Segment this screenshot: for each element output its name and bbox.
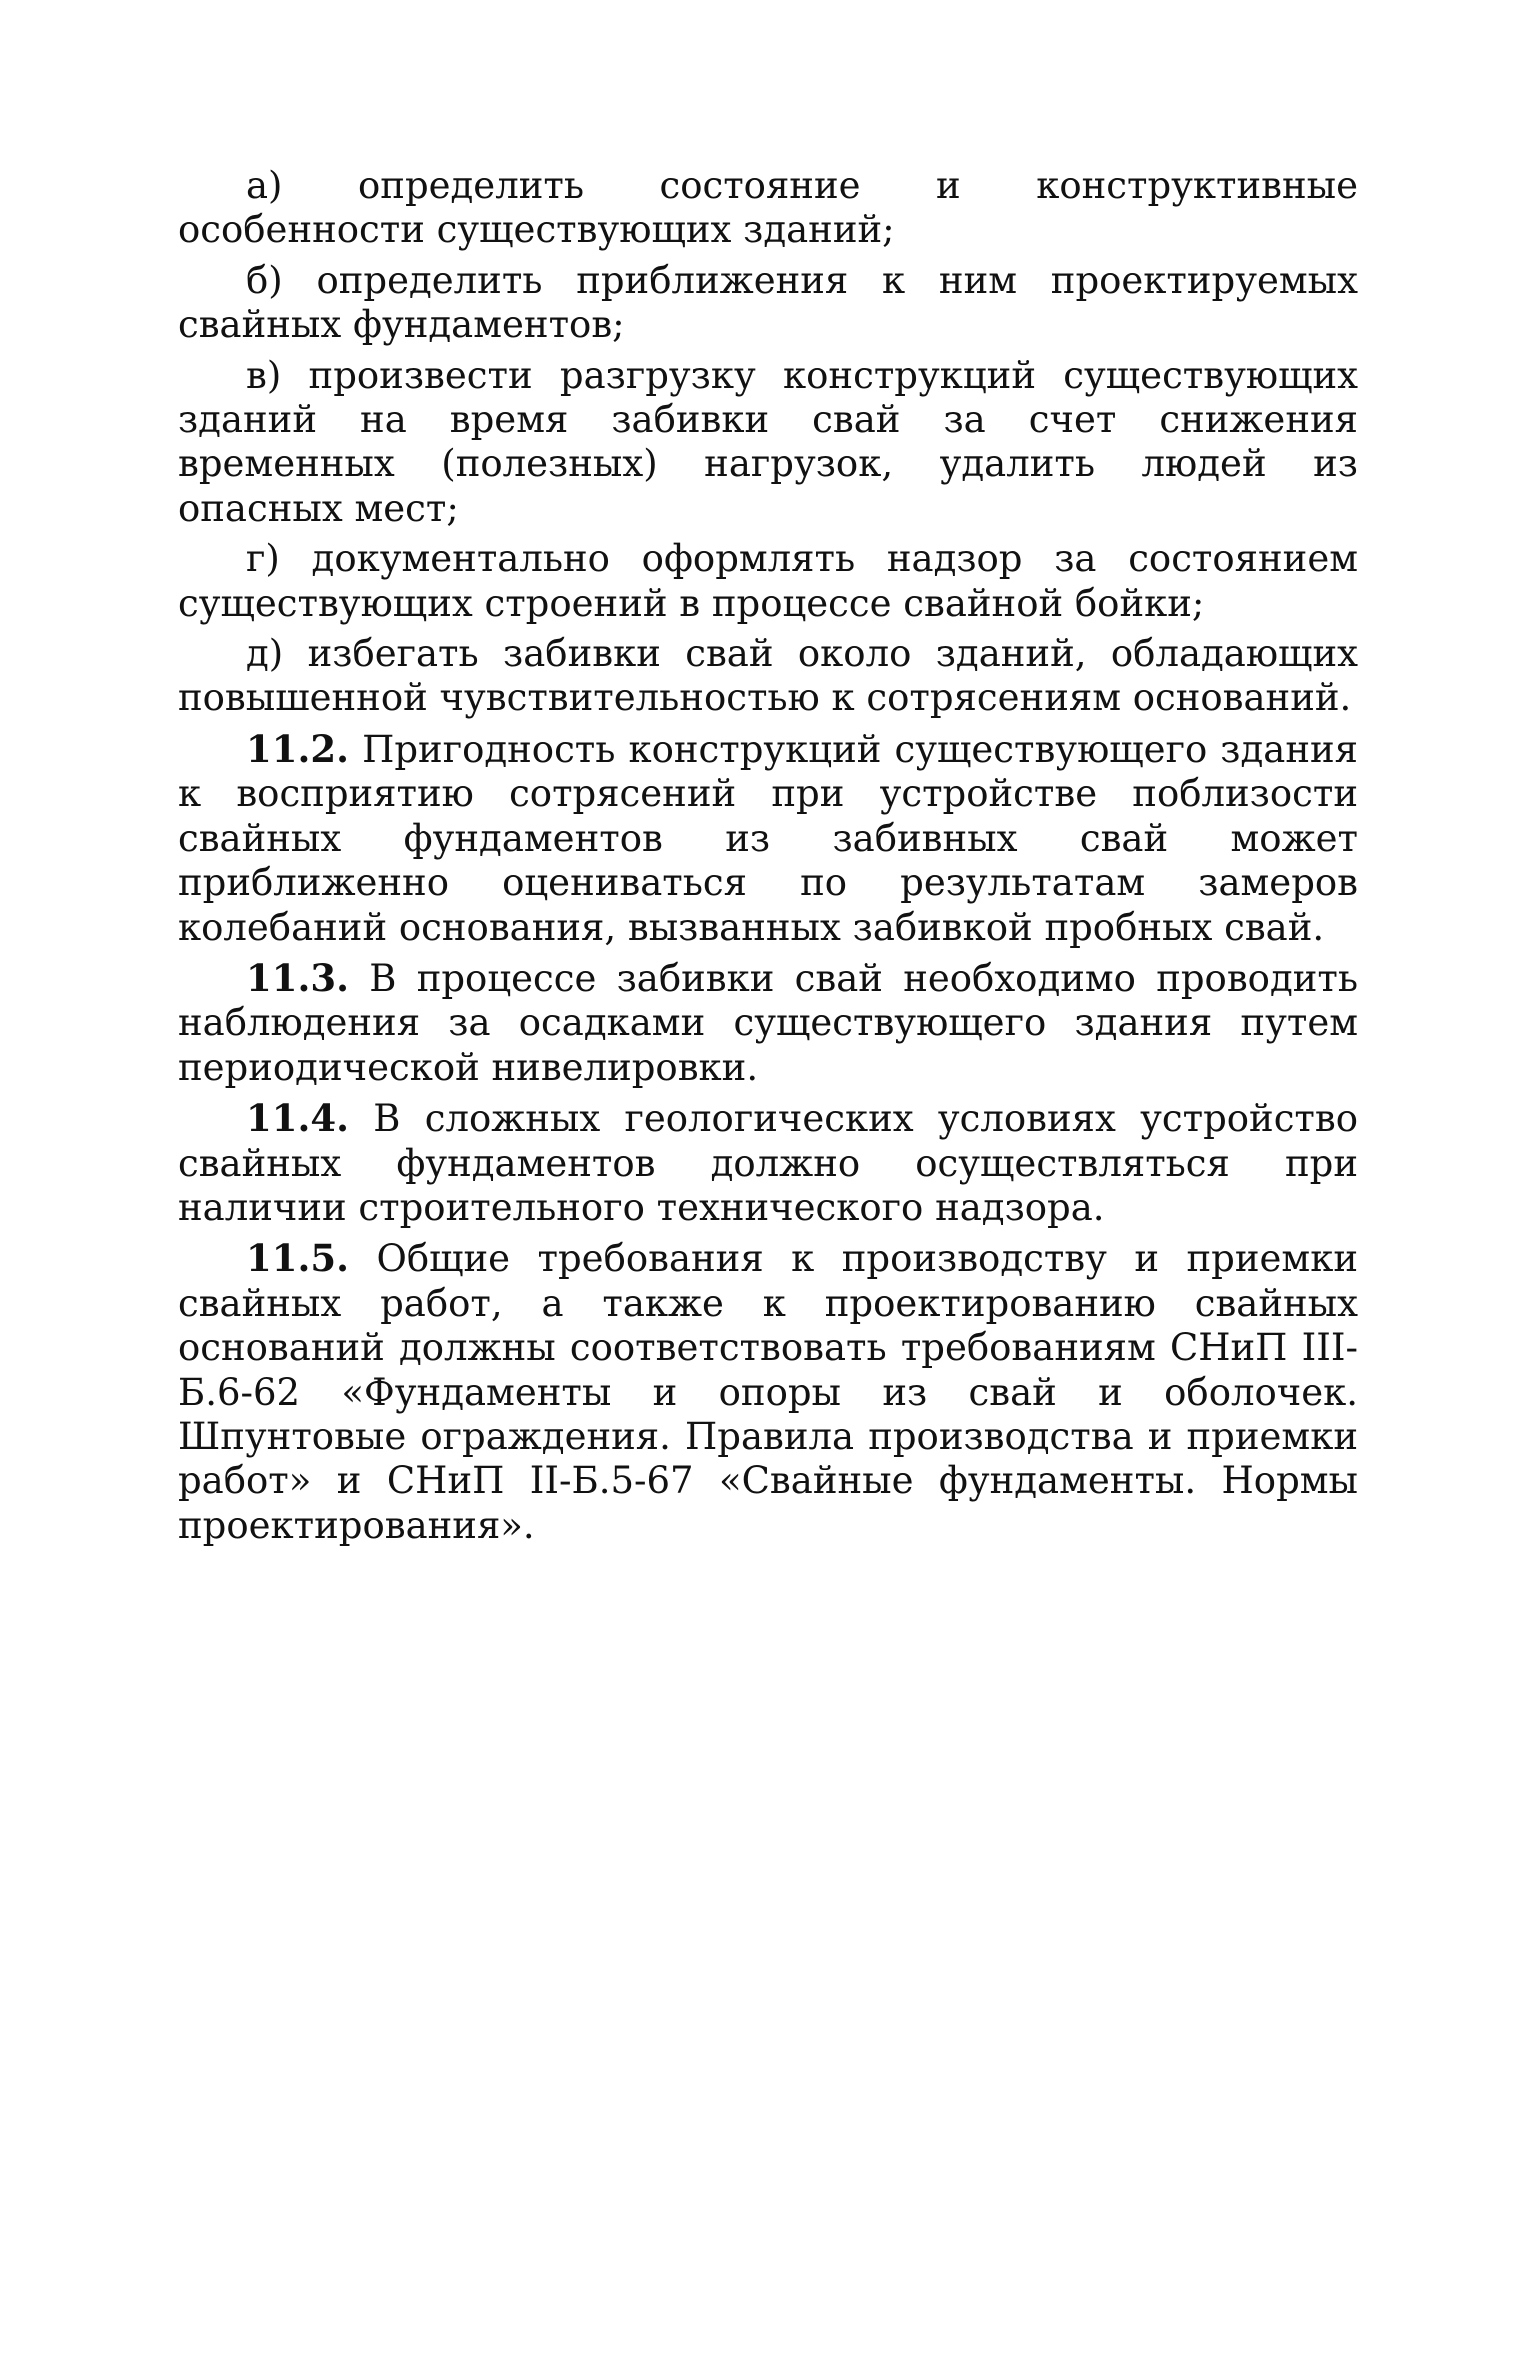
list-item-v: в) произвести разгрузку конструкций существующих зданий на время забивки свай за счет снижения временных (полезных) нагрузок, удалить людей из опасных мест; xyxy=(178,353,1358,530)
clause-number: 11.4. xyxy=(246,1096,349,1141)
list-item-a: а) определить состояние и конструктивные особенности существующих зданий; xyxy=(178,164,1358,252)
clause-text: В процессе забивки свай необходимо проводить наблюдения за осадками существующего здания путем периодической нивелировки. xyxy=(178,956,1358,1089)
clause-number: 11.2. xyxy=(246,726,349,771)
clause-text: Общие требования к производству и приемки свайных работ, а также к проектированию свайных оснований должны соответствовать требованиям СНиП III-Б.6-62 «Фундаменты и опоры из свай и оболочек. Шпунтовые ограждения. Правила производства и приемки работ» и СНиП II-Б.5-67 «Свайные фундаменты. Нормы проектирования». xyxy=(178,1237,1358,1547)
list-item-d: д) избегать забивки свай около зданий, обладающих повышенной чувствительностью к сотрясениям оснований. xyxy=(178,632,1358,720)
list-item-g: г) документально оформлять надзор за состоянием существующих строений в процессе свайной бойки; xyxy=(178,537,1358,625)
clause-11-4 xyxy=(178,1096,1358,1230)
list-item-b: б) определить приближения к ним проектируемых свайных фундаментов; xyxy=(178,258,1358,347)
clause-text: Пригодность конструкций существующего здания к восприятию сотрясений при устройстве поблизости свайных фундаментов из забивных свай может приближенно оцениваться по результатам замеров колебаний основания, вызванных забивкой пробных свай. xyxy=(178,727,1358,949)
clause-11-5 xyxy=(178,1236,1358,1548)
document-page xyxy=(178,164,1358,1554)
clause-number: 11.5. xyxy=(246,1236,349,1281)
clause-text: В сложных геологических условиях устройство свайных фундаментов должно осуществляться при наличии строительного технического надзора. xyxy=(178,1097,1358,1229)
clause-number: 11.3. xyxy=(246,955,349,1000)
clause-11-3 xyxy=(178,956,1358,1090)
clause-11-2 xyxy=(178,727,1358,950)
